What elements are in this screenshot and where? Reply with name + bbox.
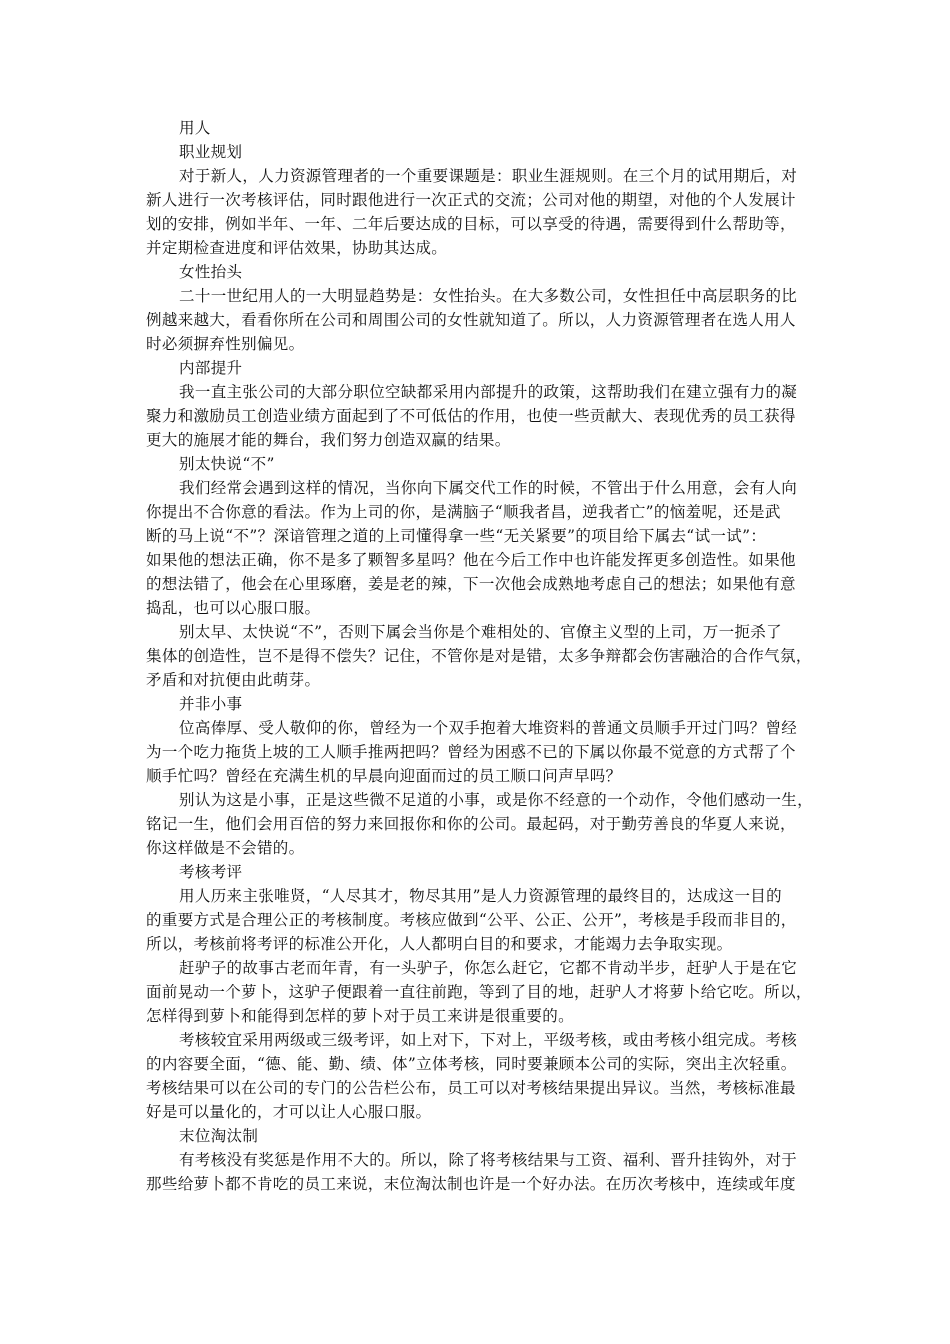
paragraph-line: 矛盾和对抗便由此萌芽。: [146, 671, 321, 689]
paragraph-line: 更大的施展才能的舞台，我们努力创造双赢的结果。: [146, 431, 511, 449]
paragraph-line: 好是可以量化的，才可以让人心服口服。: [146, 1103, 432, 1121]
paragraph-line: 怎样得到萝卜和能得到怎样的萝卜对于员工来讲是很重要的。: [146, 1007, 574, 1025]
paragraph-line: 为一个吃力拖货上坡的工人顺手推两把吗？曾经为困惑不已的下属以你最不觉意的方式帮了个: [146, 743, 796, 761]
paragraph-line: 并定期检查进度和评估效果，协助其达成。: [146, 239, 448, 257]
paragraph-line: 你这样做是不会错的。: [146, 839, 305, 857]
section-heading: 别太快说“不”: [179, 455, 275, 473]
paragraph-line: 划的安排，例如半年、一年、二年后要达成的目标，可以享受的待遇，需要得到什么帮助等，: [146, 215, 796, 233]
paragraph-line: 时必须摒弃性别偏见。: [146, 335, 305, 353]
section-heading: 女性抬头: [179, 263, 243, 281]
paragraph-line: 别认为这是小事，正是这些微不足道的小事，或是你不经意的一个动作，令他们感动一生，: [179, 791, 814, 809]
paragraph-line: 例越来越大，看看你所在公司和周围公司的女性就知道了。所以，人力资源管理者在选人用人: [146, 311, 796, 329]
paragraph-line: 断的马上说“不”？深谙管理之道的上司懂得拿一些“无关紧要”的项目给下属去“试一试”：: [146, 527, 767, 545]
section-heading: 内部提升: [179, 359, 243, 377]
paragraph-line: 那些给萝卜都不肯吃的员工来说，末位淘汰制也许是一个好办法。在历次考核中，连续或年度: [146, 1175, 796, 1193]
paragraph-line: 考核较宜采用两级或三级考评，如上对下，下对上，平级考核，或由考核小组完成。考核: [179, 1031, 798, 1049]
paragraph-line: 捣乱，也可以心服口服。: [146, 599, 321, 617]
section-heading: 职业规划: [179, 143, 243, 161]
paragraph-line: 对于新人，人力资源管理者的一个重要课题是：职业生涯规则。在三个月的试用期后，对: [179, 167, 798, 185]
paragraph-line: 用人历来主张唯贤，“人尽其才，物尽其用”是人力资源管理的最终目的，达成这一目的: [179, 887, 783, 905]
paragraph-line: 铭记一生，他们会用百倍的努力来回报你和你的公司。最起码，对于勤劳善良的华夏人来说，: [146, 815, 796, 833]
paragraph-line: 如果他的想法正确，你不是多了颗智多星吗？他在今后工作中也许能发挥更多创造性。如果他: [146, 551, 796, 569]
section-heading: 末位淘汰制: [179, 1127, 259, 1145]
paragraph-line: 二十一世纪用人的一大明显趋势是：女性抬头。在大多数公司，女性担任中高层职务的比: [179, 287, 798, 305]
document-page: [146, 116, 814, 1196]
section-heading: 用人: [179, 119, 211, 137]
paragraph-line: 有考核没有奖惩是作用不大的。所以，除了将考核结果与工资、福利、晋升挂钩外，对于: [179, 1151, 798, 1169]
paragraph-line: 别太早、太快说“不”，否则下属会当你是个难相处的、官僚主义型的上司，万一扼杀了: [179, 623, 783, 641]
paragraph-line: 的想法错了，他会在心里琢磨，姜是老的辣，下一次他会成熟地考虑自己的想法；如果他有意: [146, 575, 796, 593]
paragraph-line: 你提出不合你意的看法。作为上司的你，是满脑子“顺我者昌，逆我者亡”的恼羞呢，还是武: [146, 503, 781, 521]
section-heading: 并非小事: [179, 695, 243, 713]
paragraph-line: 的内容要全面，“德、能、勤、绩、体”立体考核，同时要兼顾本公司的实际，突出主次轻重。: [146, 1055, 797, 1073]
paragraph-line: 我们经常会遇到这样的情况，当你向下属交代工作的时候，不管出于什么用意，会有人向: [179, 479, 798, 497]
paragraph-line: 考核结果可以在公司的专门的公告栏公布，员工可以对考核结果提出异议。当然，考核标准最: [146, 1079, 796, 1097]
paragraph-line: 面前晃动一个萝卜，这驴子便跟着一直往前跑，等到了目的地，赶驴人才将萝卜给它吃。所以，: [146, 983, 812, 1001]
paragraph-line: 赶驴子的故事古老而年青，有一头驴子，你怎么赶它，它都不肯动半步，赶驴人于是在它: [179, 959, 798, 977]
paragraph-line: 聚力和激励员工创造业绩方面起到了不可低估的作用，也使一些贡献大、表现优秀的员工获得: [146, 407, 796, 425]
paragraph-line: 顺手忙吗？曾经在充满生机的早晨向迎面而过的员工顺口问声早吗？: [146, 767, 622, 785]
paragraph-line: 位高俸厚、受人敬仰的你，曾经为一个双手抱着大堆资料的普通文员顺手开过门吗？曾经: [179, 719, 798, 737]
paragraph-line: 所以，考核前将考评的标准公开化，人人都明白目的和要求，才能竭力去争取实现。: [146, 935, 733, 953]
paragraph-line: 我一直主张公司的大部分职位空缺都采用内部提升的政策，这帮助我们在建立强有力的凝: [179, 383, 798, 401]
section-heading: 考核考评: [179, 863, 243, 881]
paragraph-line: 新人进行一次考核评估，同时跟他进行一次正式的交流；公司对他的期望，对他的个人发展计: [146, 191, 796, 209]
paragraph-line: 集体的创造性，岂不是得不偿失？记住，不管你是对是错，太多争辩都会伤害融洽的合作气氛，: [146, 647, 812, 665]
paragraph-line: 的重要方式是合理公正的考核制度。考核应做到“公平、公正、公开”，考核是手段而非目的，: [146, 911, 797, 929]
